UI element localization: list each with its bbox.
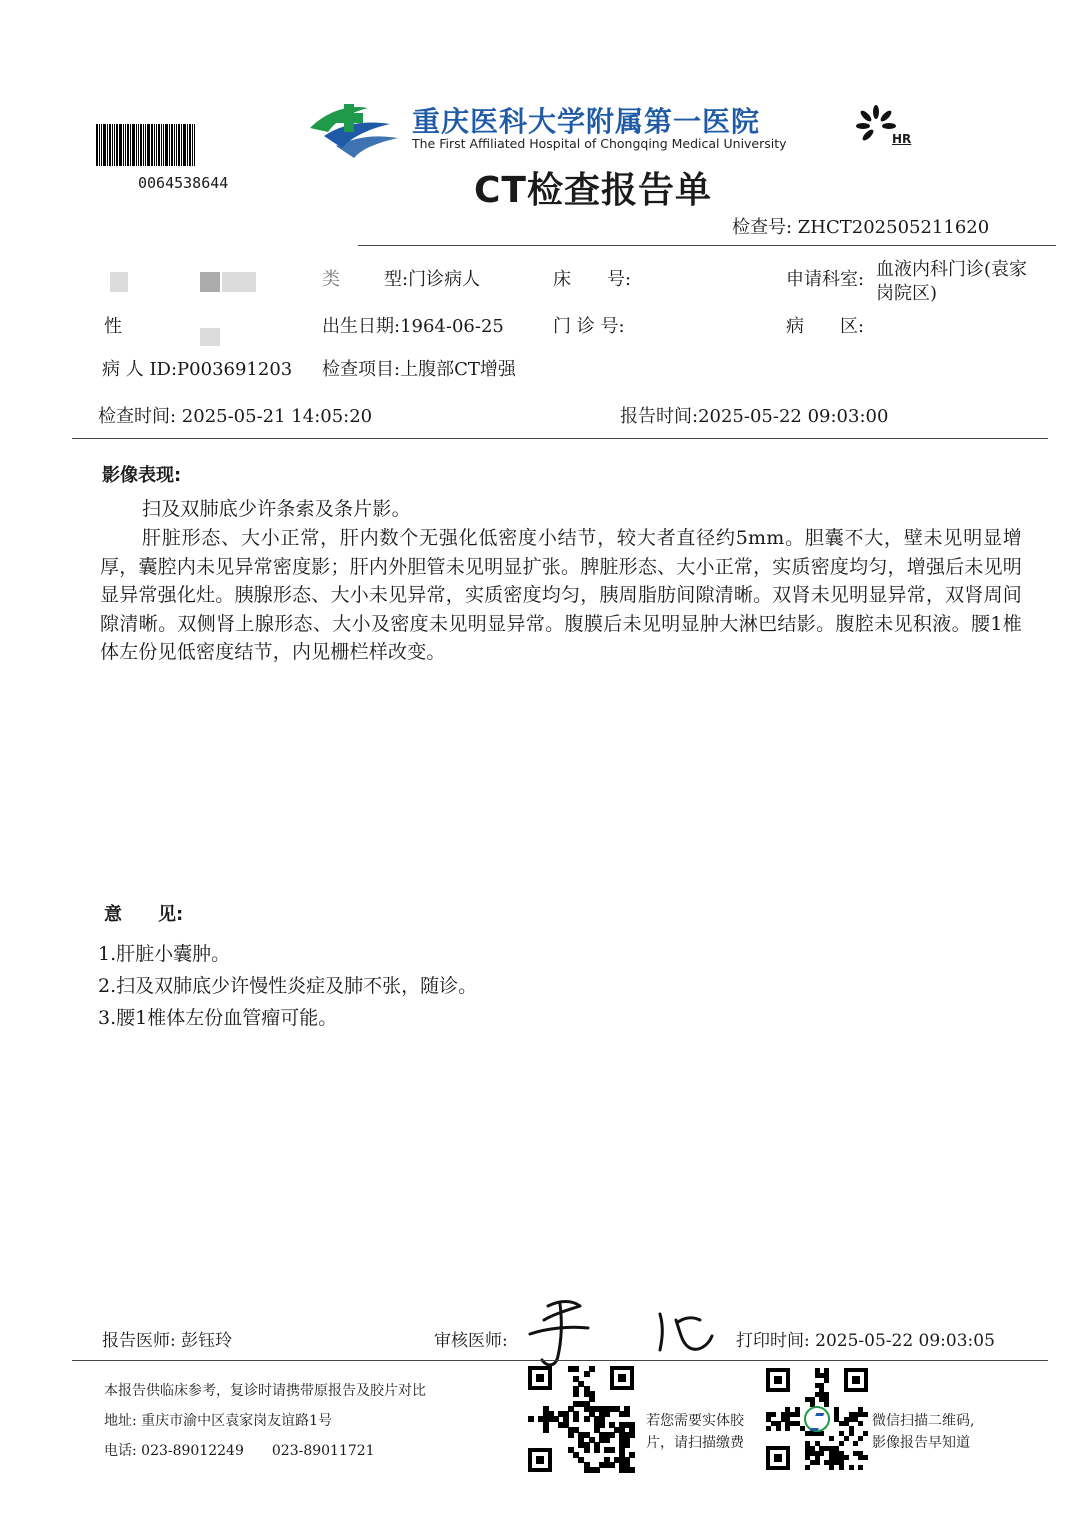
redacted-block xyxy=(110,272,128,292)
ward-label: 病 区: xyxy=(786,316,865,337)
barcode-bar xyxy=(123,124,124,166)
qr-module xyxy=(819,1451,824,1456)
qr-center-logo-icon xyxy=(804,1406,830,1432)
barcode-bar xyxy=(125,124,126,166)
qr-module xyxy=(584,1416,590,1422)
barcode-bar xyxy=(183,124,186,166)
barcode-bar xyxy=(96,124,98,166)
barcode-bar xyxy=(192,124,193,166)
qr-module xyxy=(771,1412,776,1417)
barcode-bar xyxy=(138,124,139,166)
barcode xyxy=(96,124,216,166)
qr-module xyxy=(858,1436,863,1441)
barcode-bar xyxy=(194,124,195,166)
barcode-bar xyxy=(165,124,168,166)
patient-type-prefix: 类 xyxy=(322,269,340,290)
barcode-bar xyxy=(140,124,142,166)
qr-finder-pattern xyxy=(610,1366,634,1390)
exam-item: 检查项目:上腹部CT增强 xyxy=(322,359,516,380)
barcode-bar xyxy=(127,124,129,166)
qr-module xyxy=(629,1467,635,1473)
qr-module xyxy=(863,1412,868,1417)
barcode-bar xyxy=(176,124,177,166)
qr-module xyxy=(815,1460,820,1465)
barcode-bar xyxy=(119,124,122,166)
reporting-doctor: 报告医师: 彭钰玲 xyxy=(102,1331,233,1351)
findings-paragraph: 扫及双肺底少许条索及条片影。 xyxy=(142,498,411,520)
wechat-qr-code[interactable] xyxy=(766,1368,868,1470)
qr-module xyxy=(568,1432,574,1438)
qr-module xyxy=(584,1371,590,1377)
barcode-bar xyxy=(147,124,150,166)
qr-module xyxy=(844,1455,849,1460)
qr-module xyxy=(853,1441,858,1446)
footer-phone: 电话: 023-89012249 023-89011721 xyxy=(104,1443,375,1459)
redacted-block xyxy=(200,272,220,292)
qr-finder-pattern xyxy=(766,1368,790,1392)
hr-badge-text: HR xyxy=(892,132,912,146)
info-divider xyxy=(72,438,1048,439)
barcode-bar xyxy=(169,124,170,166)
qr-module xyxy=(858,1465,863,1470)
barcode-bar xyxy=(189,124,191,166)
barcode-bar xyxy=(187,124,188,166)
barcode-bar xyxy=(136,124,137,166)
qr-module xyxy=(584,1447,590,1453)
reviewing-doctor-label: 审核医师: xyxy=(434,1331,508,1351)
impression-item: 1.肝脏小囊肿。 xyxy=(98,943,231,965)
redacted-block xyxy=(222,272,256,292)
impression-item: 3.腰1椎体左份血管瘤可能。 xyxy=(98,1007,338,1029)
qr-module xyxy=(766,1426,771,1431)
findings-paragraph: 肝脏形态、大小正常，肝内数个无强化低密度小结节，较大者直径约5mm。胆囊不大，壁未见明显增厚，囊腔内未见异常密度影；肝内外胆管未见明显扩张。脾脏形态、大小正常，实质密度均匀，增强后未见明显异常强化灶。胰腺形态、大小未见异常，实质密度均匀，胰周脂肪间隙清晰。双肾未见明显异常，双肾周间隙清晰。双侧肾上腺形态、大小及密度未见明显异常。腹膜后未见明显肿大淋巴结影。腹腔未见积液。腰1椎体左份见低密度结节，内见栅栏样改变。 xyxy=(100,527,1022,664)
impression-heading: 意 见: xyxy=(104,904,184,925)
dept-value: 血液内科门诊(袁家岗院区) xyxy=(876,259,1028,304)
qr1-caption xyxy=(646,1410,744,1454)
header-divider xyxy=(358,245,1056,246)
qr-module xyxy=(849,1465,854,1470)
barcode-bar xyxy=(132,124,135,166)
report-time: 报告时间:2025-05-22 09:03:00 xyxy=(620,406,889,427)
findings-heading: 影像表现: xyxy=(102,465,182,486)
qr2-caption xyxy=(872,1410,974,1454)
qr-module xyxy=(604,1437,610,1443)
qr-module xyxy=(594,1447,600,1453)
hospital-name-en: The First Affiliated Hospital of Chongqing Medical University xyxy=(412,136,787,151)
qr-module xyxy=(785,1426,790,1431)
qr-module xyxy=(839,1441,844,1446)
qr-module xyxy=(829,1465,834,1470)
clinic-number-label: 门 诊 号: xyxy=(553,316,625,337)
qr-module xyxy=(849,1431,854,1436)
barcode-bar xyxy=(163,124,164,166)
barcode-bar xyxy=(130,124,131,166)
qr-finder-pattern xyxy=(528,1448,552,1472)
dept-label: 申请科室: xyxy=(786,269,865,290)
qr-module xyxy=(844,1436,849,1441)
barcode-bar xyxy=(151,124,153,166)
qr1-caption-line: 片，请扫描缴费 xyxy=(646,1435,744,1451)
barcode-bar xyxy=(112,124,113,166)
impression-item: 2.扫及双肺底少许慢性炎症及肺不张，随诊。 xyxy=(98,975,478,997)
barcode-bar xyxy=(116,124,118,166)
qr-module xyxy=(805,1465,810,1470)
qr-module xyxy=(543,1427,549,1433)
qr-module xyxy=(863,1455,868,1460)
patient-id: 病 人 ID:P003691203 xyxy=(102,359,293,380)
barcode-bar xyxy=(145,124,146,166)
barcode-bar xyxy=(143,124,144,166)
bed-number-label: 床 号: xyxy=(553,269,632,290)
barcode-bar xyxy=(107,124,108,166)
qr-module xyxy=(624,1411,630,1417)
barcode-bar xyxy=(101,124,102,166)
redacted-block xyxy=(200,328,220,346)
barcode-bar xyxy=(158,124,160,166)
qr-module xyxy=(795,1412,800,1417)
qr-module xyxy=(528,1416,534,1422)
barcode-bar xyxy=(161,124,162,166)
patient-type: 型:门诊病人 xyxy=(384,269,481,290)
sex-label: 性 xyxy=(104,316,122,337)
report-title: CT检查报告单 xyxy=(474,170,712,211)
date-of-birth: 出生日期:1964-06-25 xyxy=(322,316,504,337)
footer-divider xyxy=(72,1360,1048,1361)
barcode-bar xyxy=(174,124,175,166)
handwritten-signature xyxy=(514,1294,734,1376)
payment-qr-code[interactable] xyxy=(528,1366,636,1472)
qr1-caption-line: 若您需要实体胶 xyxy=(646,1413,744,1429)
hospital-logo-icon xyxy=(306,94,402,160)
qr-module xyxy=(609,1462,615,1468)
qr-finder-pattern xyxy=(528,1366,552,1390)
barcode-bar xyxy=(103,124,106,166)
qr-module xyxy=(824,1402,829,1407)
impression-list xyxy=(98,938,477,1034)
hospital-name-cn: 重庆医科大学附属第一医院 xyxy=(412,105,761,138)
qr-module xyxy=(819,1431,824,1436)
barcode-bar xyxy=(109,124,111,166)
qr-module xyxy=(858,1421,863,1426)
barcode-bar xyxy=(99,124,100,166)
barcode-bar xyxy=(156,124,157,166)
qr2-caption-line: 影像报告早知道 xyxy=(872,1435,970,1451)
qr-finder-pattern xyxy=(844,1368,868,1392)
footer-note: 本报告供临床参考，复诊时请携带原报告及胶片对比 xyxy=(104,1383,426,1399)
footer-address: 地址: 重庆市渝中区袁家岗友谊路1号 xyxy=(104,1413,333,1429)
qr-module xyxy=(573,1416,579,1422)
print-time: 打印时间: 2025-05-22 09:03:05 xyxy=(736,1331,995,1351)
qr-module xyxy=(594,1467,600,1473)
qr-module xyxy=(824,1378,829,1383)
barcode-bar xyxy=(181,124,182,166)
qr-finder-pattern xyxy=(766,1446,790,1470)
barcode-bar xyxy=(171,124,173,166)
exam-time: 检查时间: 2025-05-21 14:05:20 xyxy=(98,406,373,427)
qr2-caption-line: 微信扫描二维码, xyxy=(872,1413,975,1429)
qr-module xyxy=(839,1465,844,1470)
qr-module xyxy=(863,1431,868,1436)
qr-module xyxy=(573,1366,579,1372)
qr-module xyxy=(573,1391,579,1397)
barcode-bar xyxy=(114,124,115,166)
hr-badge-icon xyxy=(856,104,896,144)
barcode-bar xyxy=(154,124,155,166)
barcode-number: 0064538644 xyxy=(138,174,229,192)
qr-module xyxy=(609,1447,615,1453)
qr-module xyxy=(829,1436,834,1441)
barcode-bar xyxy=(178,124,180,166)
qr-module xyxy=(776,1426,781,1431)
exam-number: 检查号: ZHCT202505211620 xyxy=(732,217,990,238)
